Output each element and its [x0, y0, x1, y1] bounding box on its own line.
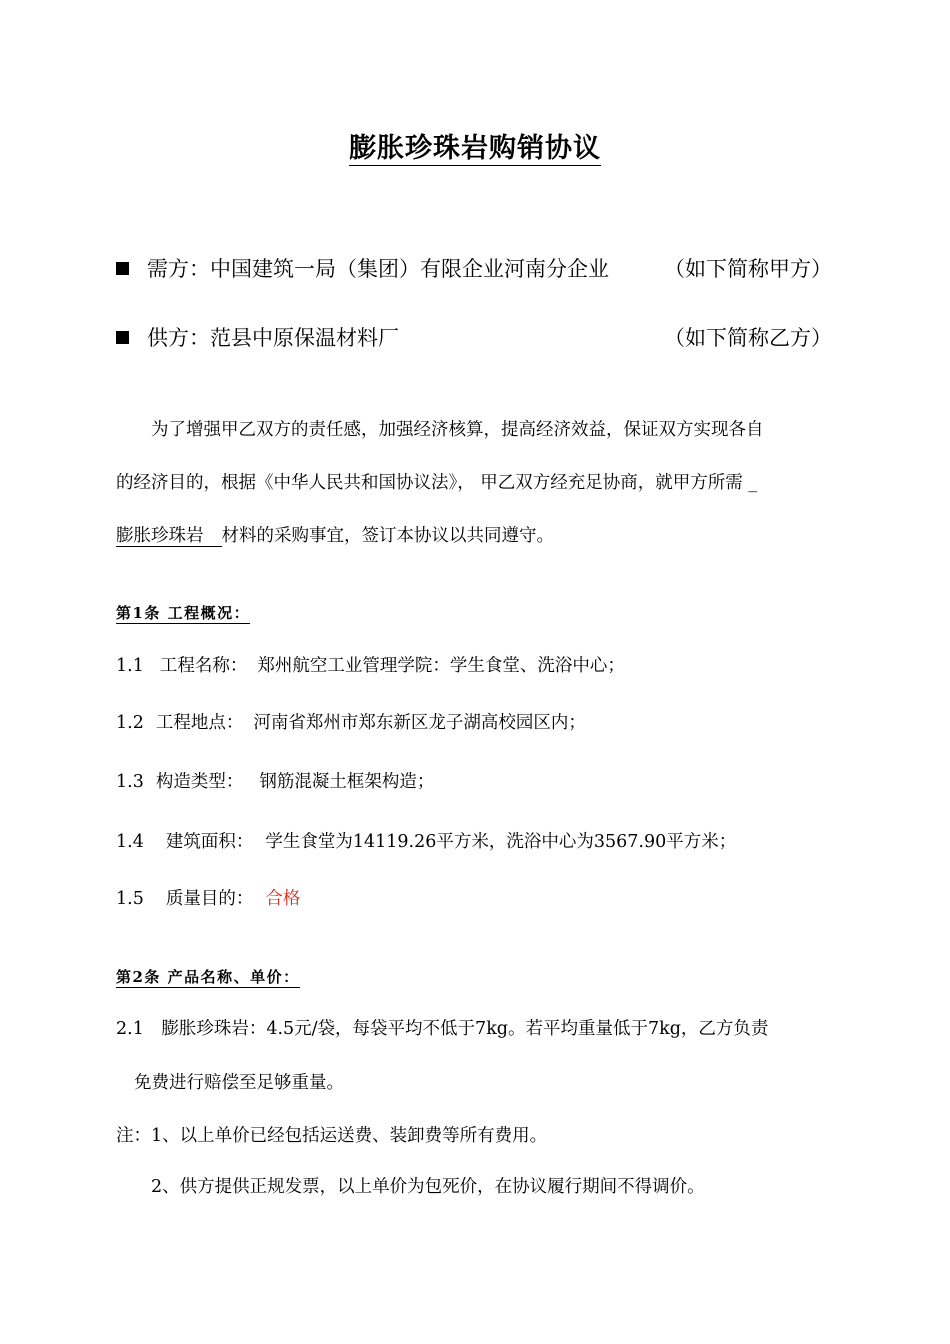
seller-line [116, 322, 399, 352]
item-1-5 [116, 885, 300, 910]
note-2: 2、供方提供正规发票，以上单价为包死价，在协议履行期间不得调价。 [151, 1177, 705, 1197]
item-1-1 [116, 652, 625, 677]
item-value: 学生食堂为14119.26平方米，洗浴中心为3567.90平方米； [265, 832, 737, 852]
item-value: 钢筋混凝土框架构造； [259, 772, 435, 792]
buyer-note: （如下简称甲方） [664, 257, 832, 281]
buyer-text: 需方：中国建筑一局（集团）有限企业河南分企业 [147, 257, 609, 281]
item-num: 1.4 [116, 832, 144, 852]
section-2-heading [116, 966, 300, 987]
item-1-2 [116, 709, 586, 734]
item-num: 1.1 [116, 656, 144, 676]
section-2-heading-text: 第2条 产品名称、单价： [116, 968, 300, 986]
item-label: 构造类型： [155, 772, 244, 792]
item-label: 工程地点： [155, 713, 244, 733]
intro-line-2: 的经济目的，根据《中华人民共和国协议法》， 甲乙双方经充足协商，就甲方所需 _ [116, 473, 758, 493]
item-label: 建筑面积： [165, 832, 254, 852]
item-label: 工程名称： [159, 656, 248, 676]
buyer-line [116, 253, 609, 283]
intro-line-3-rest: 材料的采购事宜，签订本协议以共同遵守。 [221, 526, 554, 546]
item-num: 1.2 [116, 713, 144, 733]
document-title [0, 126, 950, 165]
section-1-heading-text: 第1条 工程概况： [116, 604, 251, 622]
item-value: 河南省郑州市郑东新区龙子湖高校园区内； [253, 713, 586, 733]
item-1-4 [116, 828, 736, 853]
item-label: 质量目的： [165, 889, 254, 909]
item-num: 1.3 [116, 772, 144, 792]
seller-note: （如下简称乙方） [664, 326, 832, 350]
item-2-1-line-2: 免费进行赔偿至足够重量。 [134, 1073, 344, 1093]
material-name: 膨胀珍珠岩 [116, 526, 222, 547]
document-title-text: 膨胀珍珠岩购销协议 [349, 133, 601, 164]
item-num: 1.5 [116, 889, 144, 909]
intro-line-3 [116, 522, 554, 547]
item-value: 郑州航空工业管理学院：学生食堂、洗浴中心； [257, 656, 625, 676]
item-1-3 [116, 768, 434, 793]
section-1-heading [116, 602, 250, 623]
item-2-1-line-1: 2.1 膨胀珍珠岩：4.5元/袋，每袋平均不低于7kg。若平均重量低于7kg，乙方负责 [116, 1019, 769, 1039]
square-bullet-icon [116, 331, 129, 344]
note-1: 注：1、以上单价已经包括运送费、装卸费等所有费用。 [116, 1126, 548, 1146]
intro-line-1: 为了增强甲乙双方的责任感，加强经济核算，提高经济效益，保证双方实现各自 [151, 420, 764, 440]
square-bullet-icon [116, 262, 129, 275]
seller-text: 供方：范县中原保温材料厂 [147, 326, 399, 350]
quality-target-value: 合格 [265, 889, 301, 909]
